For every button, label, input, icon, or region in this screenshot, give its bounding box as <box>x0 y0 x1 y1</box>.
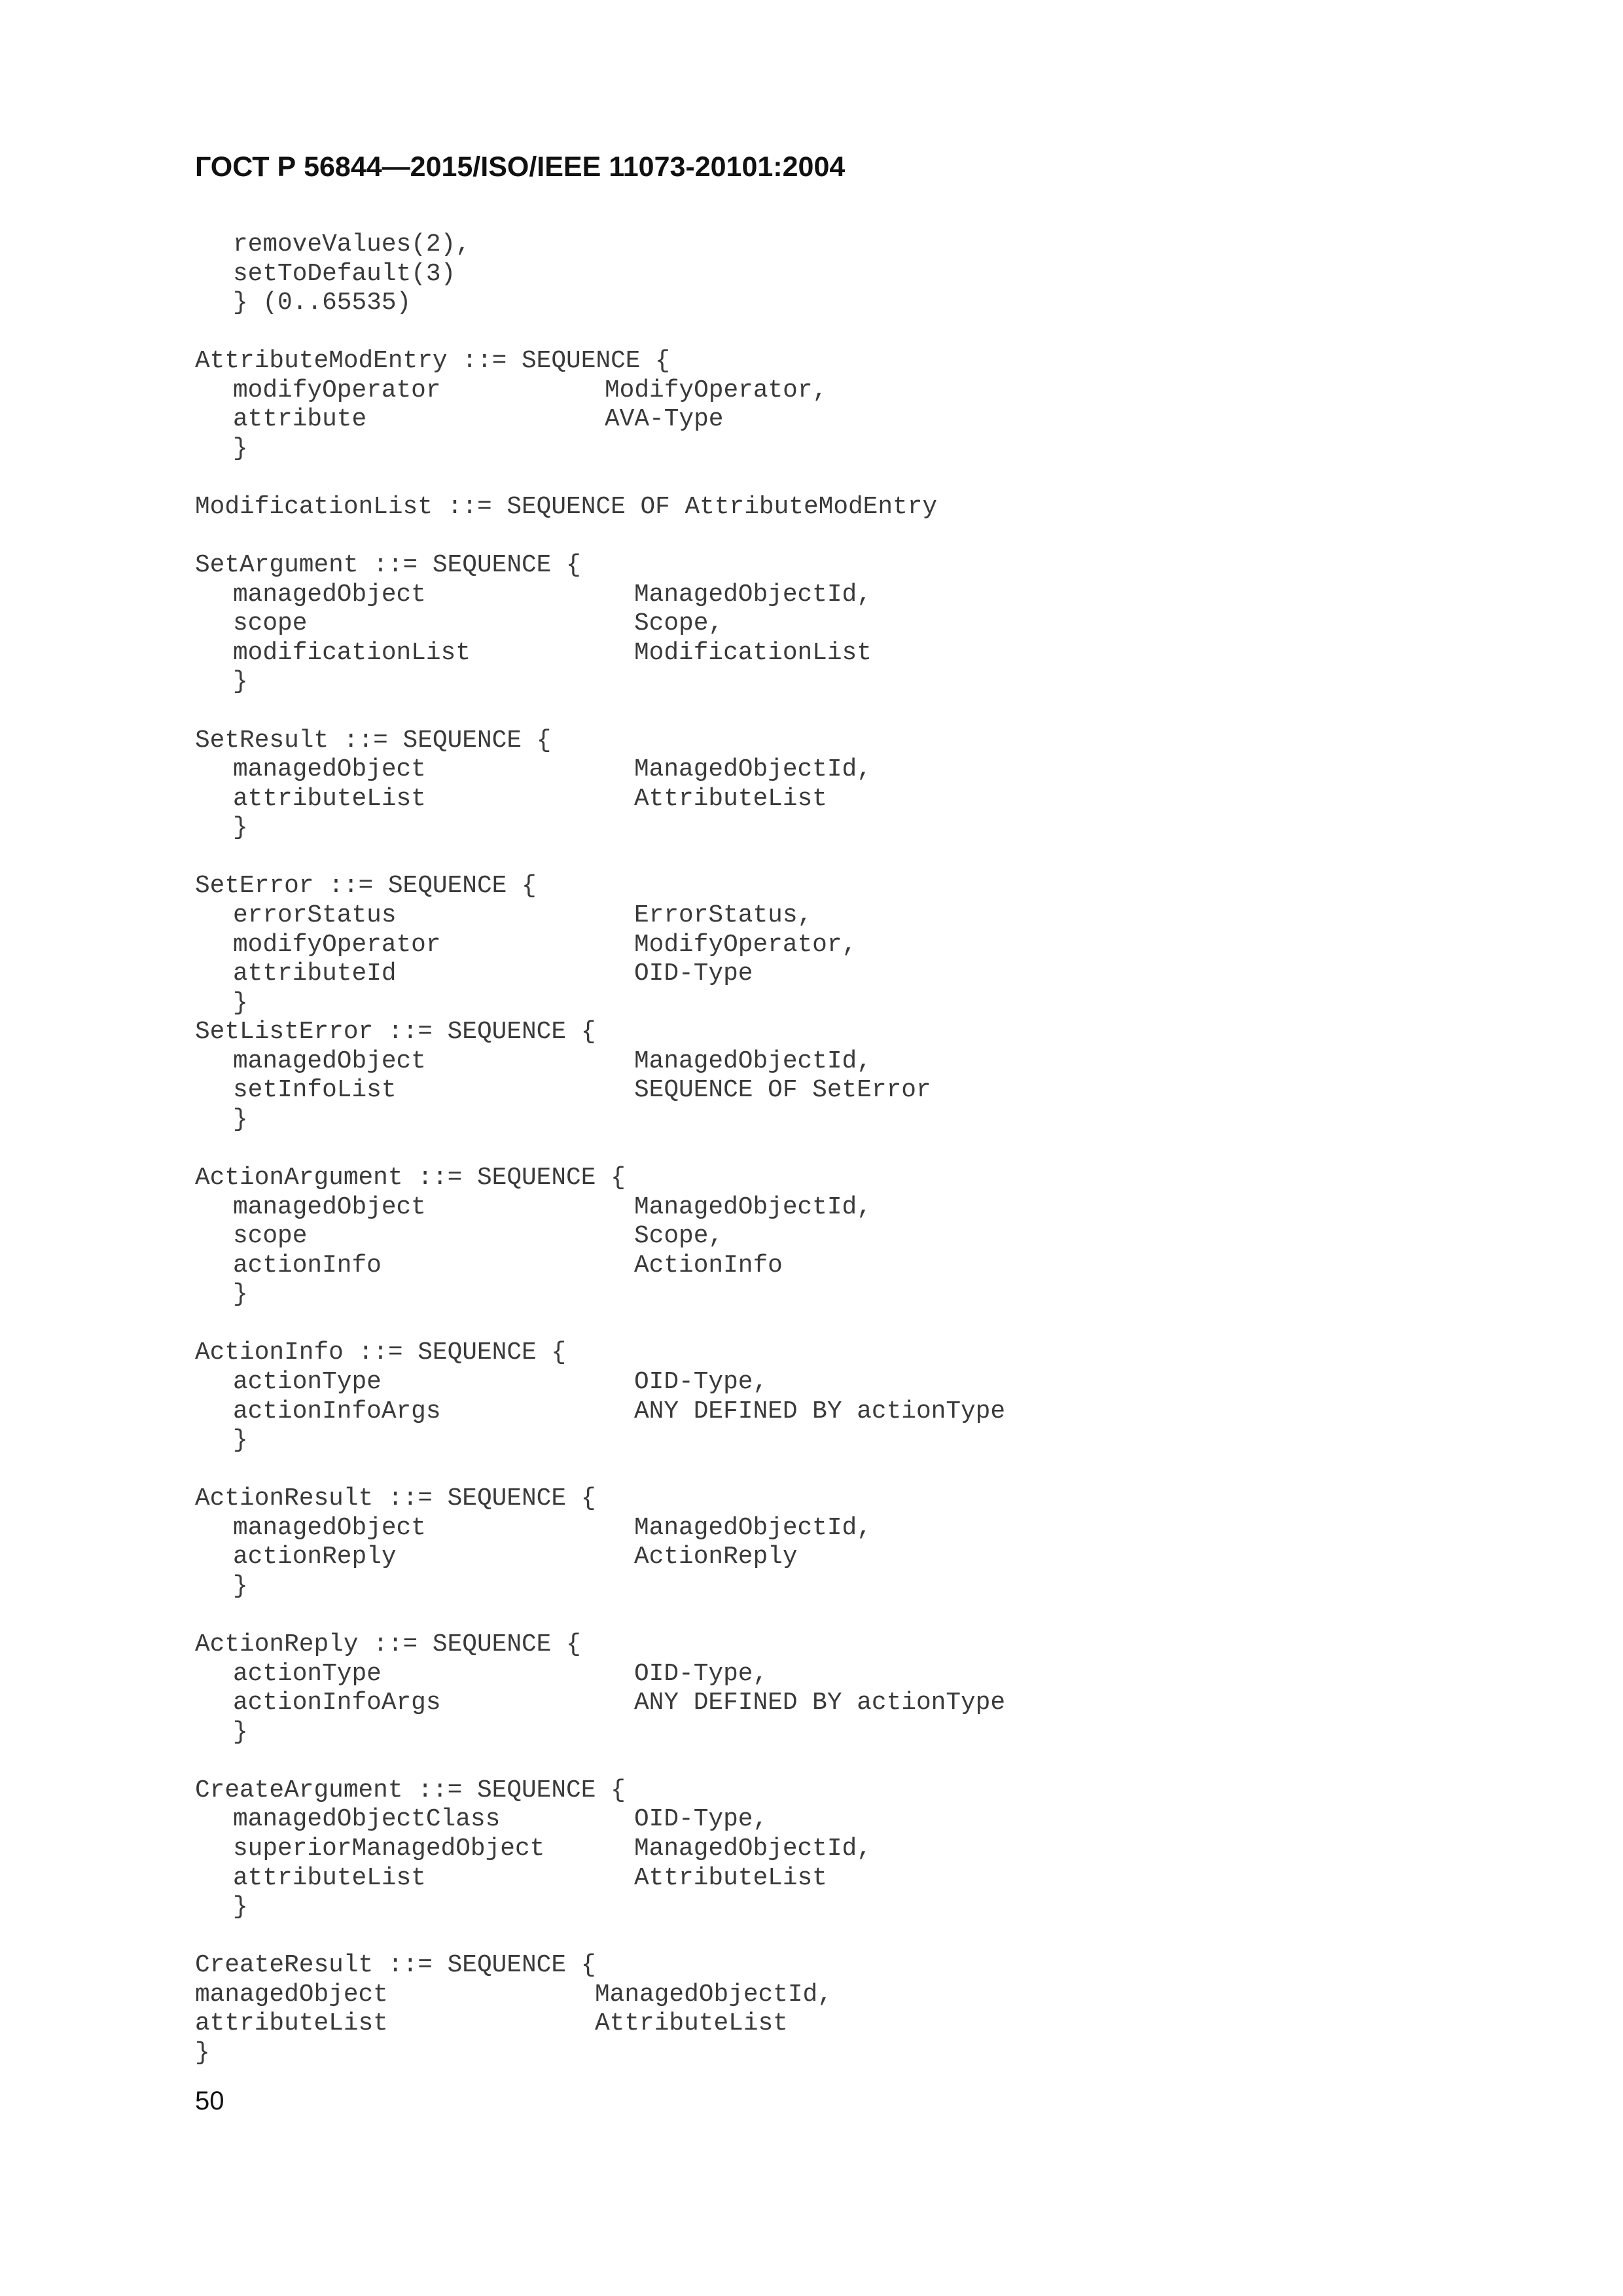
definition-action-result <box>0 1484 1623 1601</box>
code-line <box>0 814 1623 843</box>
closing-brace: } <box>233 989 248 1017</box>
field-name: managedObjectClass <box>233 1806 501 1834</box>
definition-create-result <box>0 1951 1623 2068</box>
field-name: actionInfoArgs <box>233 1397 441 1426</box>
code-line <box>0 2009 1623 2039</box>
code-line <box>0 2039 1623 2068</box>
code-line <box>0 1368 1623 1397</box>
field-name: attribute <box>233 406 367 434</box>
field-type: SEQUENCE OF SetError <box>634 1077 931 1105</box>
field-name: errorStatus <box>233 901 397 929</box>
enumeration-tail <box>0 230 1623 318</box>
definition-header: SetError ::= SEQUENCE { <box>195 872 537 901</box>
document-header: ГОСТ Р 56844—2015/ISO/IEEE 11073-20101:2004 <box>195 151 846 183</box>
enum-value: removeValues(2), <box>233 231 471 259</box>
code-line <box>0 1660 1623 1689</box>
code-line <box>0 1951 1623 1981</box>
code-line <box>0 230 1623 260</box>
field-type: ManagedObjectId, <box>595 1981 832 2009</box>
closing-brace: } <box>233 1718 248 1746</box>
field-type: ModificationList <box>634 639 872 667</box>
code-line <box>0 493 1623 522</box>
code-line <box>0 1689 1623 1718</box>
field-name: managedObject <box>233 1193 426 1221</box>
definition-header: SetArgument ::= SEQUENCE { <box>195 552 581 580</box>
code-line <box>0 1338 1623 1368</box>
code-line <box>0 1514 1623 1543</box>
definition-set-result <box>0 726 1623 843</box>
field-type: ANY DEFINED BY actionType <box>634 1689 1006 1717</box>
code-line <box>0 260 1623 289</box>
code-line <box>0 609 1623 639</box>
definition-set-error <box>0 872 1623 1018</box>
closing-brace: } <box>233 1281 248 1309</box>
code-line <box>0 901 1623 931</box>
definition-header: ActionInfo ::= SEQUENCE { <box>195 1339 567 1367</box>
field-name: managedObject <box>233 1514 426 1542</box>
code-line <box>0 289 1623 318</box>
field-name: modifyOperator <box>233 376 441 404</box>
definition-modification-list <box>0 493 1623 522</box>
code-line <box>0 1572 1623 1602</box>
code-line <box>0 1076 1623 1105</box>
definition-header: ActionResult ::= SEQUENCE { <box>195 1485 596 1513</box>
definition-header: ModificationList ::= SEQUENCE OF AttributeModEntry <box>195 493 938 522</box>
field-name: managedObject <box>195 1981 388 2009</box>
code-line <box>0 785 1623 814</box>
field-type: ActionReply <box>634 1543 798 1571</box>
definition-header: ActionReply ::= SEQUENCE { <box>195 1631 581 1659</box>
closing-brace: } <box>233 1427 248 1455</box>
field-name: attributeList <box>233 1864 426 1892</box>
code-line <box>0 960 1623 989</box>
field-name: managedObject <box>233 581 426 609</box>
page-number: 50 <box>195 2087 224 2115</box>
field-name: modifyOperator <box>233 931 441 959</box>
code-line <box>0 405 1623 435</box>
code-line <box>0 1835 1623 1864</box>
code-line <box>0 1280 1623 1310</box>
field-type: OID-Type, <box>634 1660 768 1688</box>
field-type: ActionInfo <box>634 1251 783 1280</box>
definition-header: CreateArgument ::= SEQUENCE { <box>195 1776 626 1804</box>
definition-action-argument <box>0 1164 1623 1310</box>
field-name: actionType <box>233 1368 382 1396</box>
code-line <box>0 581 1623 610</box>
field-type: AttributeList <box>595 2010 788 2038</box>
code-line <box>0 1193 1623 1223</box>
enum-value: setToDefault(3) <box>233 260 456 288</box>
code-line <box>0 1893 1623 1922</box>
field-type: AttributeList <box>634 785 827 813</box>
definition-action-reply <box>0 1630 1623 1747</box>
code-line <box>0 1047 1623 1077</box>
field-type: OID-Type, <box>634 1806 768 1834</box>
closing-brace: } <box>233 1893 248 1922</box>
field-name: scope <box>233 1223 308 1251</box>
field-name: actionType <box>233 1660 382 1688</box>
code-line <box>0 1864 1623 1893</box>
code-line <box>0 1776 1623 1806</box>
field-type: AVA-Type <box>605 406 724 434</box>
code-line <box>0 1718 1623 1748</box>
field-type: ErrorStatus, <box>634 901 813 929</box>
code-line <box>0 1805 1623 1835</box>
field-name: modificationList <box>233 639 471 667</box>
code-line <box>0 1484 1623 1514</box>
code-line <box>0 1251 1623 1281</box>
definition-set-list-error <box>0 1018 1623 1134</box>
code-line <box>0 1426 1623 1456</box>
definition-create-argument <box>0 1776 1623 1922</box>
field-type: OID-Type <box>634 960 753 988</box>
code-line <box>0 435 1623 464</box>
field-type: ModifyOperator, <box>605 376 828 404</box>
field-type: ManagedObjectId, <box>634 1514 872 1542</box>
code-line <box>0 1543 1623 1572</box>
field-type: ManagedObjectId, <box>634 1835 872 1863</box>
field-name: superiorManagedObject <box>233 1835 545 1863</box>
code-line <box>0 1981 1623 2010</box>
closing-brace: } <box>233 814 248 842</box>
definition-header: SetResult ::= SEQUENCE { <box>195 726 552 755</box>
closing-brace: } <box>233 435 248 463</box>
field-type: OID-Type, <box>634 1368 768 1396</box>
closing-brace: } <box>233 1105 248 1134</box>
field-name: managedObject <box>233 1047 426 1075</box>
field-name: attributeList <box>233 785 426 813</box>
field-type: ANY DEFINED BY actionType <box>634 1397 1006 1426</box>
code-line <box>0 668 1623 697</box>
definition-action-info <box>0 1338 1623 1455</box>
definition-attribute-mod-entry <box>0 347 1623 463</box>
code-line <box>0 755 1623 785</box>
code-line <box>0 639 1623 668</box>
code-line <box>0 1397 1623 1427</box>
field-type: ManagedObjectId, <box>634 1193 872 1221</box>
code-line <box>0 1630 1623 1660</box>
field-name: actionReply <box>233 1543 397 1571</box>
field-name: actionInfo <box>233 1251 382 1280</box>
code-line <box>0 376 1623 406</box>
definition-header: AttributeModEntry ::= SEQUENCE { <box>195 348 670 376</box>
code-line <box>0 551 1623 581</box>
closing-brace: } <box>233 668 248 696</box>
field-name: managedObject <box>233 756 426 784</box>
field-type: Scope, <box>634 610 724 638</box>
definition-header: CreateResult ::= SEQUENCE { <box>195 1952 596 1980</box>
field-type: AttributeList <box>634 1864 827 1892</box>
field-type: Scope, <box>634 1223 724 1251</box>
code-line <box>0 347 1623 376</box>
field-name: scope <box>233 610 308 638</box>
closing-brace: } <box>195 2039 210 2067</box>
field-type: ManagedObjectId, <box>634 581 872 609</box>
field-type: ManagedObjectId, <box>634 1047 872 1075</box>
field-name: setInfoList <box>233 1077 397 1105</box>
code-line <box>0 726 1623 756</box>
field-type: ManagedObjectId, <box>634 756 872 784</box>
closing-brace: } <box>233 1572 248 1600</box>
definition-header: ActionArgument ::= SEQUENCE { <box>195 1164 626 1192</box>
field-name: actionInfoArgs <box>233 1689 441 1717</box>
definition-header: SetListError ::= SEQUENCE { <box>195 1018 596 1047</box>
asn1-code-listing <box>0 230 1623 2068</box>
field-name: attributeList <box>195 2010 388 2038</box>
field-name: attributeId <box>233 960 397 988</box>
code-line <box>0 1164 1623 1193</box>
code-line <box>0 872 1623 901</box>
code-line <box>0 1018 1623 1047</box>
field-type: ModifyOperator, <box>634 931 857 959</box>
code-line <box>0 1105 1623 1135</box>
code-line <box>0 1222 1623 1251</box>
definition-set-argument <box>0 551 1623 697</box>
code-line <box>0 989 1623 1018</box>
code-line <box>0 931 1623 960</box>
enum-close: } (0..65535) <box>233 289 412 317</box>
